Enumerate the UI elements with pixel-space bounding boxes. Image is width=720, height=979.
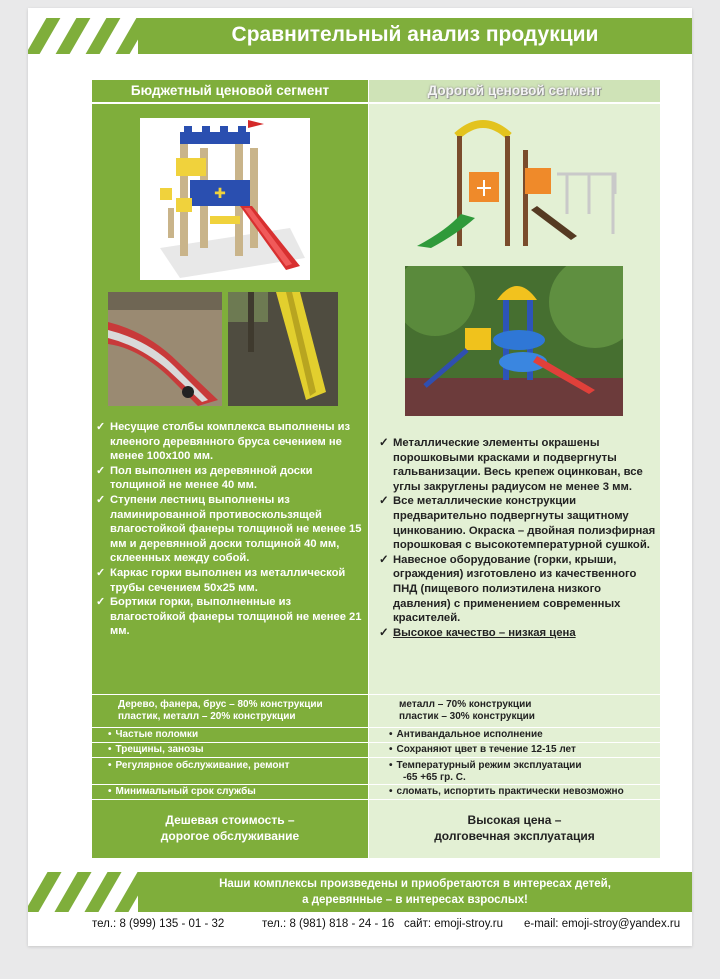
premium-summary-line1: Высокая цена – xyxy=(467,813,562,827)
budget-material-2: пластик, металл – 20% конструкции xyxy=(118,711,296,722)
cracked-post-photo xyxy=(228,292,338,406)
footer-stripes xyxy=(28,872,138,912)
svg-text:✚: ✚ xyxy=(214,185,226,201)
list-item: ✓ Пол выполнен из деревянной доски толщиной не менее 40 мм. xyxy=(96,464,362,493)
email-link[interactable]: e-mail: emoji-stroy@yandex.ru xyxy=(524,918,681,930)
con-item: • Минимальный срок службы xyxy=(108,786,256,798)
budget-summary-line2: дорогое обслуживание xyxy=(160,829,300,843)
header-stripes xyxy=(28,18,138,54)
pro-item: • Антивандальное исполнение xyxy=(389,729,543,741)
budget-summary-line1: Дешевая стоимость – xyxy=(165,813,295,827)
con-item: • Регулярное обслуживание, ремонт xyxy=(108,760,289,772)
budget-heading: Бюджетный ценовой сегмент xyxy=(130,83,330,98)
list-item: ✓ Все металлические конструкции предварительно подвергнуты защитному цинкованию. Окраска – двойная полиэфирная порошковая с высокотемпературной сушкой. xyxy=(379,494,657,552)
page-title: Сравнительный анализ продукции xyxy=(231,23,599,46)
premium-heading: Дорогой ценовой сегмент xyxy=(369,80,660,102)
budget-spec-list xyxy=(96,420,362,639)
list-item: ✓ Высокое качество – низкая цена xyxy=(379,626,657,641)
phone-1: тел.: 8 (999) 135 - 01 - 32 xyxy=(92,918,225,930)
budget-summary xyxy=(92,800,368,858)
temperature-range: -65 +65 гр. С. xyxy=(403,772,466,783)
list-item: ✓ Несущие столбы комплекса выполнены из клееного деревянного бруса сечением не менее 100х100 мм. xyxy=(96,420,362,464)
premium-materials-row xyxy=(369,695,660,727)
footer-bar xyxy=(28,872,692,912)
list-item: ✓ Металлические элементы окрашены порошковыми красками и подвергнуты гальванизации. Весь крепеж оцинкован, все углы закруглены радиусом не менее 3 мм. xyxy=(379,436,657,494)
premium-material-1: металл – 70% конструкции xyxy=(399,699,532,710)
con-item: • Частые поломки xyxy=(108,729,198,741)
premium-summary xyxy=(369,800,660,858)
footer-slogan-line1: Наши комплексы произведены и приобретаются в интересах детей, xyxy=(219,878,611,890)
broken-slide-photo xyxy=(108,292,222,406)
list-item: ✓ Каркас горки выполнен из металлической трубы сечением 50х25 мм. xyxy=(96,566,362,595)
pro-item: • Температурный режим эксплуатации xyxy=(389,760,581,772)
title-band xyxy=(138,18,692,54)
footer-slogan-line2: а деревянные – в интересах взрослых! xyxy=(302,894,528,906)
list-item: ✓ Бортики горки, выполненные из влагостойкой фанеры толщиной не менее 21 мм. xyxy=(96,595,362,639)
metal-playground-image xyxy=(417,110,617,250)
list-item: ✓ Навесное оборудование (горки, крыши, ограждения) изготовлено из качественного ПНД (пищевого полиэтилена низкого давления) с применением современных красителей. xyxy=(379,553,657,626)
con-item: • Трещины, занозы xyxy=(108,744,204,756)
premium-spec-list xyxy=(379,436,657,640)
header-bar xyxy=(28,18,692,54)
premium-material-2: пластик – 30% конструкции xyxy=(399,711,535,722)
pro-item: • сломать, испортить практически невозможно xyxy=(389,786,624,798)
phone-2: тел.: 8 (981) 818 - 24 - 16 xyxy=(262,918,395,930)
wooden-playground-image xyxy=(140,118,310,280)
budget-materials-row xyxy=(92,695,368,727)
premium-summary-line2: долговечная эксплуатация xyxy=(434,829,595,843)
pro-item: • Сохраняют цвет в течение 12-15 лет xyxy=(389,744,576,756)
budget-material-1: Дерево, фанера, брус – 80% конструкции xyxy=(118,699,323,710)
site-link[interactable]: сайт: emoji-stroy.ru xyxy=(404,918,504,930)
outdoor-playground-photo xyxy=(405,266,623,416)
brochure-page xyxy=(28,8,692,946)
contacts-line xyxy=(92,918,692,934)
list-item: ✓ Ступени лестниц выполнены из ламинированной противоскользящей влагостойкой фанеры толщиной не менее 15 мм и деревянной доски толщиной 40 мм, склеенных между собой. xyxy=(96,493,362,566)
footer-band xyxy=(138,872,692,912)
